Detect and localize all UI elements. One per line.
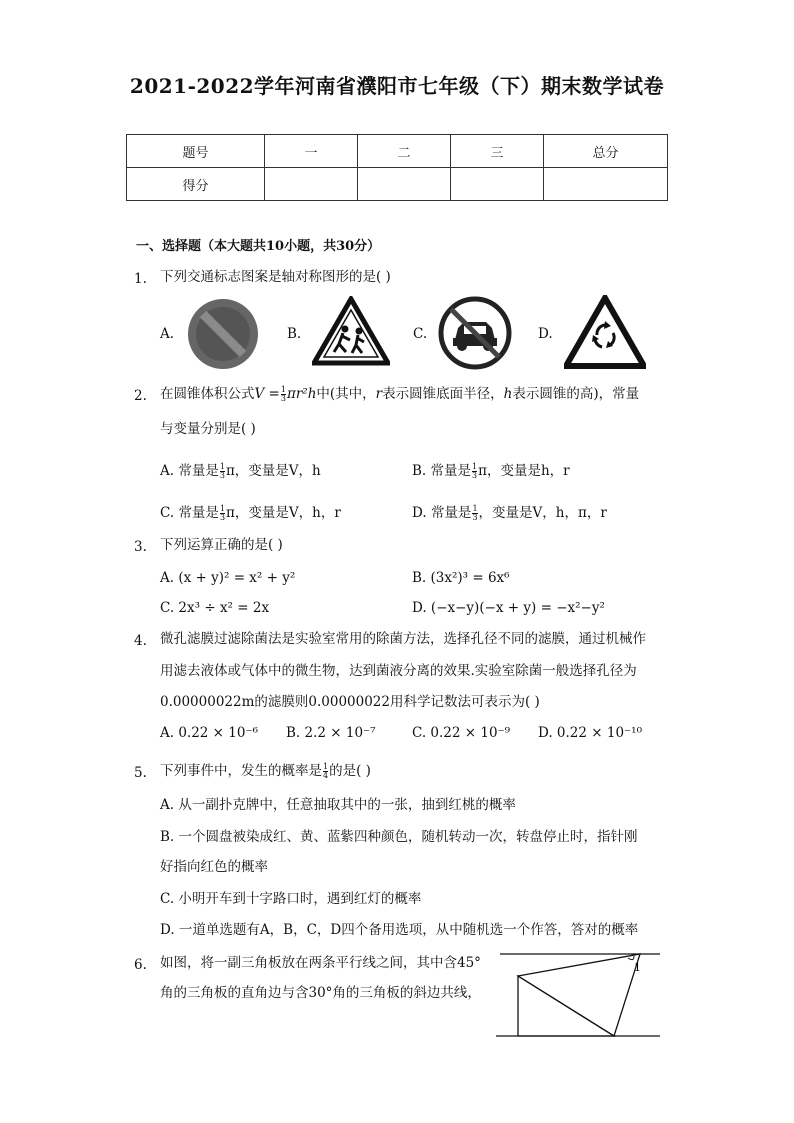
question-stem [160,756,371,787]
formula-var: V [254,386,265,402]
score-cell[interactable] [358,168,451,201]
option-a[interactable]: A. (x + y)² = x² + y² [160,570,296,586]
fraction-denominator: 3 [219,471,225,480]
fraction-numerator: 1 [472,462,478,471]
score-cell[interactable] [544,168,668,201]
option-letter: D. [412,505,427,521]
option-c[interactable]: C. 0.22 × 10⁻⁹ [412,725,511,741]
score-table-score-row [127,168,668,201]
question-line: 角的三角板的直角边与含30°角的三角板的斜边共线， [160,985,481,1001]
option-b[interactable]: B. 2.2 × 10⁻⁷ [286,725,376,741]
stem-text: 表示圆锥底面半径， [382,386,504,402]
header-cell: 总分 [544,135,668,168]
option-text: π，变量是V，h，r [226,505,341,521]
question-number: 1. [134,271,147,287]
option-text: π，变量是h，r [478,463,570,479]
option-a[interactable]: A. 0.22 × 10⁻⁶ [160,725,259,741]
roundabout-sign-icon [564,295,646,369]
question-number: 2. [134,388,147,404]
option-b[interactable]: B. (3x²)³ = 6x⁶ [412,570,510,586]
option-label: A. [160,326,175,342]
question-line: 0.00000022m的滤膜则0.00000022用科学记数法可表示为( ) [160,694,540,710]
fraction-numerator: 1 [280,385,286,394]
option-text: 常量是 [178,505,219,521]
option-b[interactable]: B. 一个圆盘被染成红、黄、蓝紫四种颜色，随机转动一次，转盘停止时，指针刚 [160,829,638,845]
question-number: 5. [134,765,147,781]
question-number: 3. [134,539,147,555]
row-label: 得分 [127,168,265,201]
header-cell: 二 [358,135,451,168]
formula-eq: = [264,386,280,402]
question-stem: 下列交通标志图案是轴对称图形的是( ) [160,269,391,285]
score-cell[interactable] [451,168,544,201]
option-letter: A. [160,463,175,479]
fraction [472,505,477,522]
option-a[interactable]: A. 从一副扑克牌中，任意抽取其中的一张，抽到红桃的概率 [160,797,516,813]
question-stem: 下列运算正确的是( ) [160,537,283,553]
stem-text: 在圆锥体积公式 [160,386,255,402]
option-text: 常量是 [178,463,219,479]
option-letter: C. [160,505,175,521]
children-crossing-sign-icon [312,296,390,366]
score-cell[interactable] [265,168,358,201]
option-b-cont: 好指向红色的概率 [160,859,268,875]
formula-var: h [503,386,513,402]
formula-var: r [375,386,383,402]
option-c[interactable]: C. 小明开车到十字路口时，遇到红灯的概率 [160,891,422,907]
header-cell: 题号 [127,135,265,168]
exam-title: 2021-2022学年河南省濮阳市七年级（下）期末数学试卷 [129,74,665,98]
fraction-denominator: 3 [219,513,226,522]
fraction [220,463,225,480]
score-table-header-row [127,135,668,168]
option-d[interactable]: D. (−x−y)(−x + y) = −x²−y² [412,600,605,616]
option-text: 常量是 [430,463,472,479]
header-cell: 三 [451,135,544,168]
fraction [472,463,477,480]
option-c[interactable] [160,501,341,522]
header-cell: 一 [265,135,358,168]
question-number: 6. [134,957,147,973]
stem-text: 下列事件中，发生的概率是 [160,763,322,779]
question-stem-line2: 与变量分别是( ) [160,421,256,437]
question-line: 用滤去液体或气体中的微生物，达到菌液分离的效果.实验室除菌一般选择孔径为 [160,663,637,679]
option-label: D. [538,326,553,342]
section-heading: 一、选择题（本大题共10小题，共30分） [136,239,381,254]
fraction-numerator: 1 [219,462,225,471]
option-text: π，变量是V，h [225,463,321,479]
stem-text: 表示圆锥的高)，常量 [512,386,640,402]
formula-rest: πr²h [286,386,317,402]
no-entry-sign-icon [186,297,260,371]
fraction-denominator: 4 [323,771,329,780]
score-table [126,134,668,201]
stem-text: 的是( ) [329,763,371,779]
option-label: C. [413,326,428,342]
option-d[interactable]: D. 0.22 × 10⁻¹⁰ [538,725,643,741]
fraction-numerator: 1 [323,762,329,771]
fraction [281,386,286,403]
question-number: 4. [134,633,147,649]
option-letter: B. [412,463,427,479]
option-label: B. [287,326,302,342]
triangle-rulers-figure [494,946,664,1042]
option-text: 常量是 [430,505,472,521]
fraction-denominator: 3 [472,513,478,522]
fraction-denominator: 3 [280,394,286,403]
fraction-denominator: 3 [472,471,478,480]
fraction-numerator: 1 [472,504,478,513]
option-d[interactable] [412,501,607,522]
fraction [323,763,328,780]
question-stem [160,379,639,410]
fraction [220,505,225,522]
question-line: 微孔滤膜过滤除菌法是实验室常用的除菌方法，选择孔径不同的滤膜，通过机械作 [160,631,646,647]
option-b[interactable] [412,459,570,480]
option-text: ，变量是V，h，π，r [478,505,607,521]
fraction-numerator: 1 [219,504,226,513]
angle-label: 1 [634,961,641,974]
option-c[interactable]: C. 2x³ ÷ x² = 2x [160,600,270,616]
option-a[interactable] [160,459,321,480]
no-cars-sign-icon [438,296,512,370]
stem-text: 中(其中， [316,386,376,402]
question-line: 如图，将一副三角板放在两条平行线之间，其中含45° [160,955,481,971]
option-d[interactable]: D. 一道单选题有A，B，C，D四个备用选项，从中随机选一个作答，答对的概率 [160,922,639,938]
